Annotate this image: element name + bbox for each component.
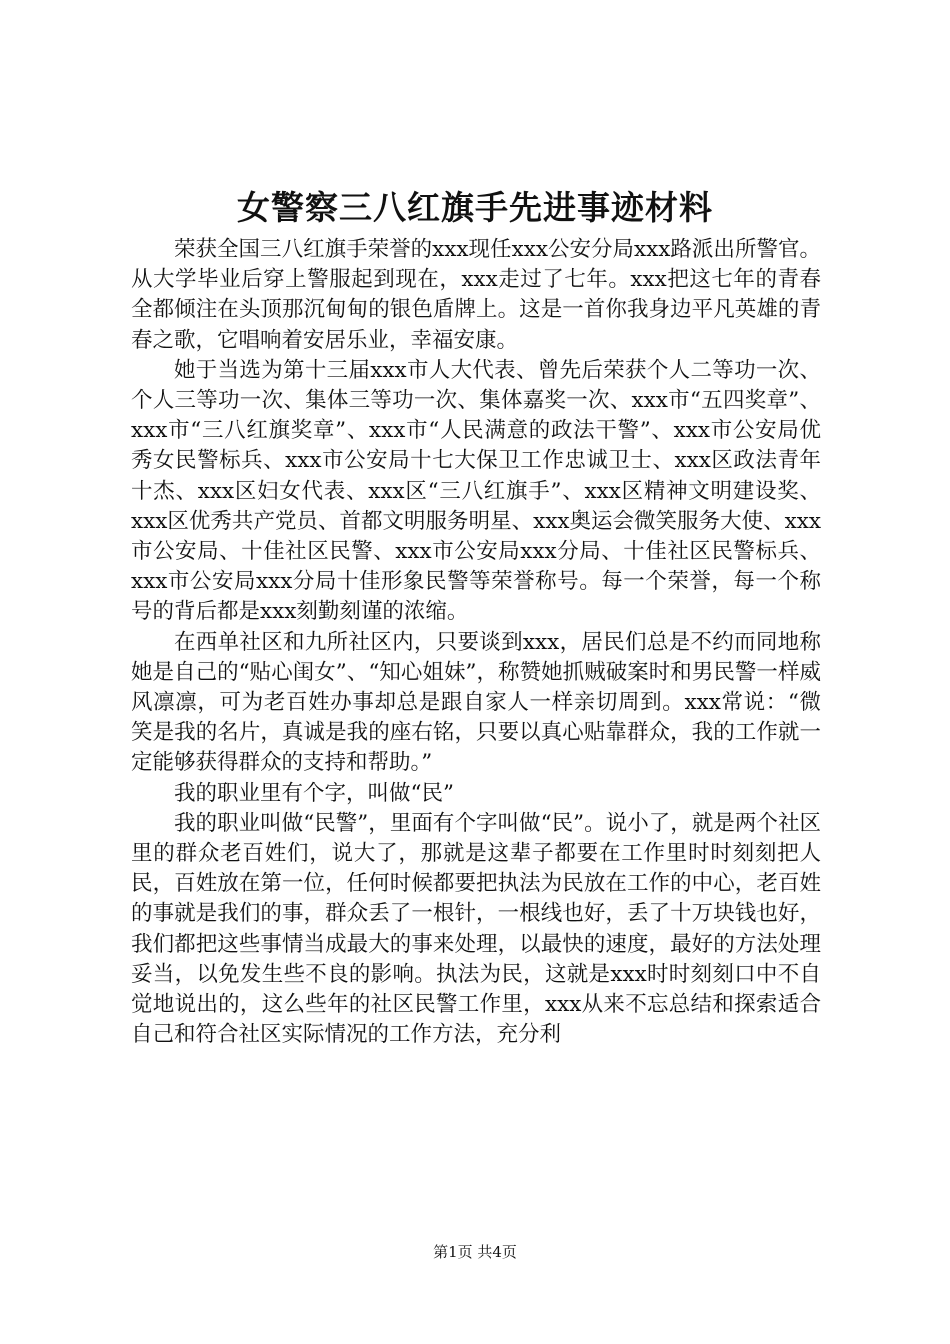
section-subheading: 我的职业里有个字，叫做“民” (174, 780, 454, 806)
paragraph-community: 在西单社区和九所社区内，只要谈到xxx，居民们总是不约而同地称她是自己的“贴心闺女”、“知心姐妹”，称赞她抓贼破案时和男民警一样威风凛凛，可为老百姓办事却总是跟自家人一样亲切周到。xxx常说：“微笑是我的名片，真诚是我的座右铭，只要以真心贴靠群众，我的工作就一定能够获得群众的支持和帮助。” (131, 629, 821, 776)
page-footer: 第1页 共4页 (433, 1243, 517, 1261)
paragraph-profession: 我的职业叫做“民警”，里面有个字叫做“民”。说小了，就是两个社区里的群众老百姓们，说大了，那就是这辈子都要在工作里时时刻刻把人民，百姓放在第一位，任何时候都要把执法为民放在工作的中心，老百姓的事就是我们的事，群众丢了一根针，一根线也好，丢了十万块钱也好，我们都把这些事情当成最大的事来处理，以最快的速度，最好的方法处理妥当，以免发生些不良的影响。执法为民，这就是xxx时时刻刻口中不自觉地说出的，这么些年的社区民警工作里，xxx从来不忘总结和探索适合自己和符合社区实际情况的工作方法，充分利 (131, 810, 821, 1048)
document-body (131, 235, 821, 1050)
paragraph-intro: 荣获全国三八红旗手荣誉的xxx现任xxx公安分局xxx路派出所警官。从大学毕业后穿上警服起到现在，xxx走过了七年。xxx把这七年的青春全都倾注在头顶那沉甸甸的银色盾牌上。这是一首你我身边平凡英雄的青春之歌，它唱响着安居乐业，幸福安康。 (131, 237, 821, 353)
document-title: 女警察三八红旗手先进事迹材料 (237, 188, 713, 227)
paragraph-honors: 她于当选为第十三届xxx市人大代表、曾先后荣获个人二等功一次、个人三等功一次、集体三等功一次、集体嘉奖一次、xxx市“五四奖章”、xxx市“三八红旗奖章”、xxx市“人民满意的政法干警”、xxx市公安局优秀女民警标兵、xxx市公安局十七大保卫工作忠诚卫士、xxx区政法青年十杰、xxx区妇女代表、xxx区“三八红旗手”、xxx区精神文明建设奖、xxx区优秀共产党员、首都文明服务明星、xxx奥运会微笑服务大使、xxx市公安局、十佳社区民警、xxx市公安局xxx分局、十佳社区民警标兵、xxx市公安局xxx分局十佳形象民警等荣誉称号。每一个荣誉，每一个称号的背后都是xxx刻勤刻谨的浓缩。 (131, 357, 821, 625)
